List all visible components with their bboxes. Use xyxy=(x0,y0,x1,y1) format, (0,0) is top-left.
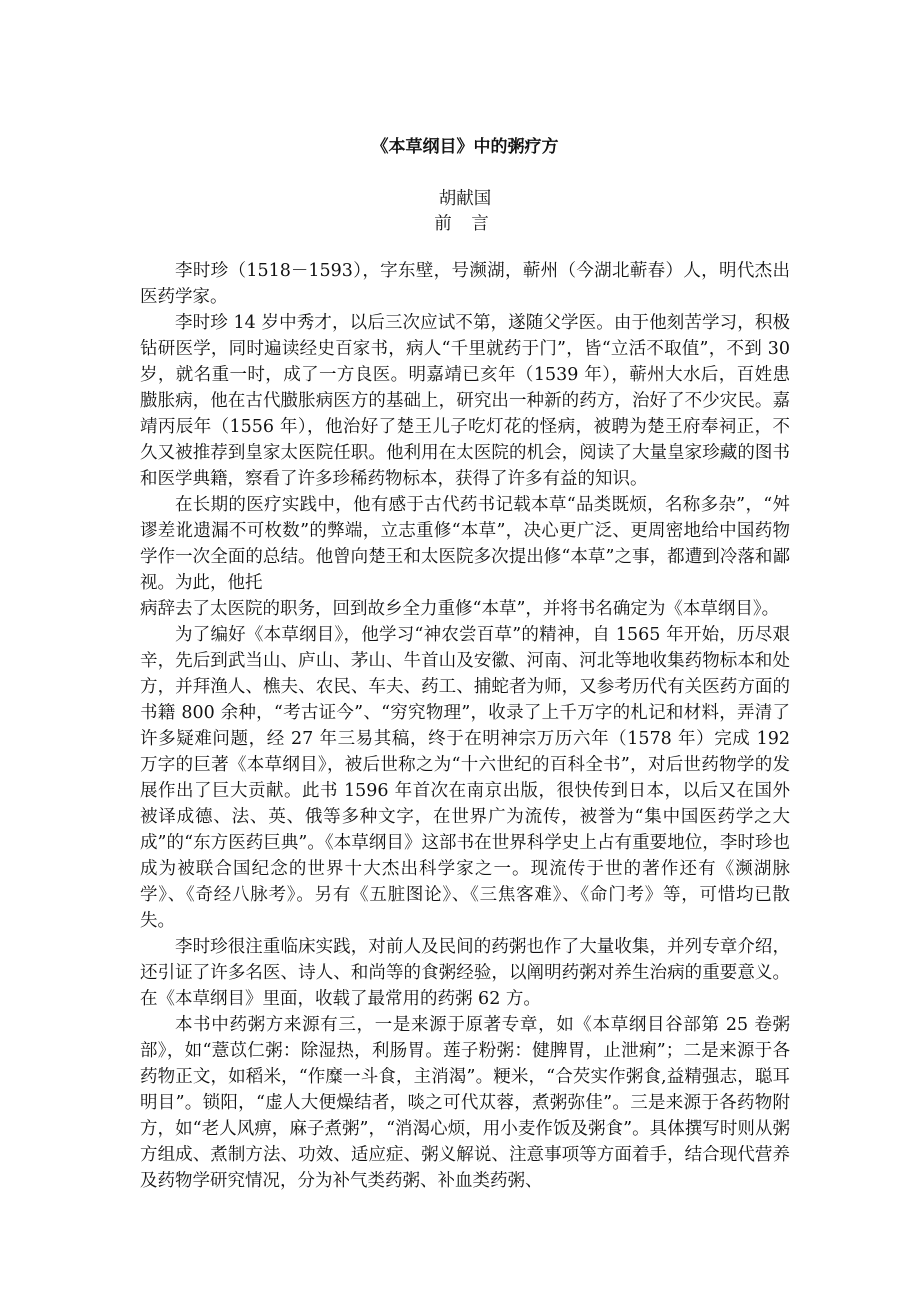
paragraph: 本书中药粥方来源有三，一是来源于原著专章，如《本草纲目谷部第 25 卷粥部》，如“薏苡仁粥：除湿热，利肠胃。莲子粉粥：健脾胃，止泄痢”；二是来源于各药物正文，如稻米，“作糜一斗食，主消渴”。粳米，“合芡实作粥食,益精强志，聪耳明目”。锁阳，“虚人大便燥结者，啖之可代苁蓉，煮粥弥佳”。三是来源于各药物附方，如“老人风痹，麻子煮粥”，“消渴心烦，用小麦作饭及粥食”。具体撰写时则从粥方组成、煮制方法、功效、适应症、粥义解说、注意事项等方面着手，结合现代营养及药物学研究情况，分为补气类药粥、补血类药粥、 xyxy=(140,1015,790,1191)
document-title: 《本草纲目》中的粥疗方 xyxy=(371,137,559,157)
paragraph: 在长期的医疗实践中，他有感于古代药书记载本草“品类既烦，名称多杂”，“舛谬差讹遗漏不可枚数”的弊端，立志重修“本草”，决心更广泛、更周密地给中国药物学作一次全面的总结。他曾向楚王和太医院多次提出修“本草”之事，都遭到冷落和鄙视。为此，他托 xyxy=(140,495,790,593)
paragraph: 病辞去了太医院的职务，回到故乡全力重修“本草”，并将书名确定为《本草纲目》。 xyxy=(140,599,780,619)
author-name: 胡献国 xyxy=(438,189,492,209)
paragraph: 李时珍（1518－1593），字东壁，号濒湖，蕲州（今湖北蕲春）人，明代杰出医药学家。 xyxy=(140,261,790,307)
paragraph: 李时珍很注重临床实践，对前人及民间的药粥也作了大量收集，并列专章介绍，还引证了许多名医、诗人、和尚等的食粥经验，以阐明药粥对养生治病的重要意义。在《本草纲目》里面，收载了最常用的药粥 62 方。 xyxy=(140,937,790,1009)
section-heading: 前 言 xyxy=(434,214,496,234)
document-body xyxy=(140,258,790,1194)
paragraph: 李时珍 14 岁中秀才，以后三次应试不第，遂随父学医。由于他刻苦学习，积极钻研医学，同时遍读经史百家书，病人“千里就药于门”，皆“立活不取值”，不到 30 岁，就名重一时，成了一方良医。明嘉靖已亥年（1539 年），蕲州大水后，百姓患臌胀病，他在古代臌胀病医方的基础上，研究出一种新的药方，治好了不少灾民。嘉靖丙辰年（1556 年），他治好了楚王儿子吃灯花的怪病，被聘为楚王府奉祠正，不久又被推荐到皇家太医院任职。他利用在太医院的机会，阅读了大量皇家珍藏的图书和医学典籍，察看了许多珍稀药物标本，获得了许多有益的知识。 xyxy=(140,313,790,489)
paragraph: 为了编好《本草纲目》，他学习“神农尝百草”的精神，自 1565 年开始，历尽艰辛，先后到武当山、庐山、茅山、牛首山及安徽、河南、河北等地收集药物标本和处方，并拜渔人、樵夫、农民、车夫、药工、捕蛇者为师，又参考历代有关医药方面的书籍 800 余种，“考古证今”、“穷究物理”，收录了上千万字的札记和材料，弄清了许多疑难问题，经 27 年三易其稿，终于在明神宗万历六年（1578 年）完成 192 万字的巨著《本草纲目》，被后世称之为“十六世纪的百科全书”，对后世药物学的发展作出了巨大贡献。此书 1596 年首次在南京出版，很快传到日本，以后又在国外被译成德、法、英、俄等多种文字，在世界广为流传，被誉为“集中国医药学之大成”的“东方医药巨典”。《本草纲目》这部书在世界科学史上占有重要地位，李时珍也成为被联合国纪念的世界十大杰出科学家之一。现流传于世的著作还有《濒湖脉学》、《奇经八脉考》。另有《五脏图论》、《三焦客难》、《命门考》等，可惜均已散失。 xyxy=(140,625,790,931)
